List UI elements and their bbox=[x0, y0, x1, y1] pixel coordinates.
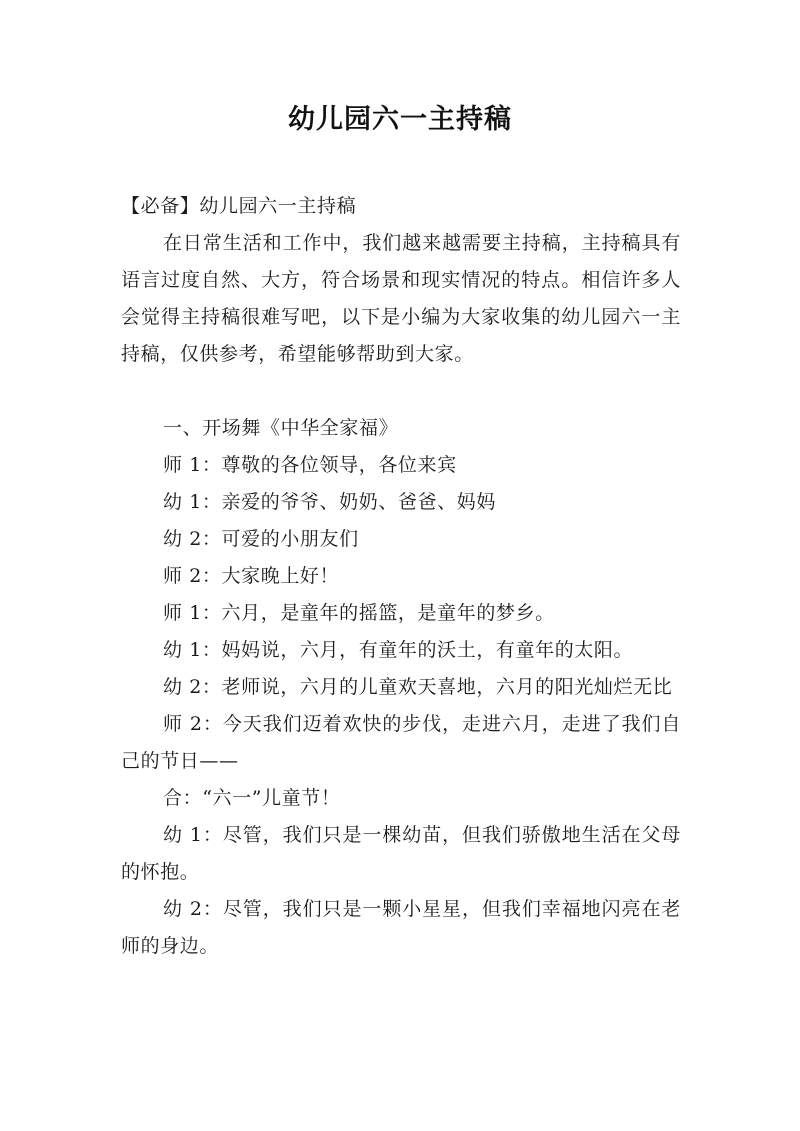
script-line: 幼 2：可爱的小朋友们 bbox=[163, 528, 359, 550]
script-line: 幼 1：尽管，我们只是一棵幼苗，但我们骄傲地生活在父母的怀抱。 bbox=[121, 824, 681, 883]
script-line: 幼 1：亲爱的爷爷、奶奶、爸爸、妈妈 bbox=[163, 491, 496, 513]
intro-paragraph: 在日常生活和工作中，我们越来越需要主持稿，主持稿具有语言过度自然、大方，符合场景和现实情况的特点。相信许多人会觉得主持稿很难写吧，以下是小编为大家收集的幼儿园六一主持稿，仅供参考，希望能够帮助到大家。 bbox=[121, 232, 681, 365]
script-line: 师 1：六月，是童年的摇篮，是童年的梦乡。 bbox=[163, 602, 555, 624]
paragraph-spacer bbox=[121, 373, 681, 410]
document-subtitle: 【必备】幼儿园六一主持稿 bbox=[121, 195, 357, 217]
document-body bbox=[121, 188, 681, 965]
section-heading: 一、开场舞《中华全家福》 bbox=[163, 417, 399, 439]
script-line: 师 1：尊敬的各位领导，各位来宾 bbox=[163, 454, 457, 476]
script-line: 幼 2：老师说，六月的儿童欢天喜地，六月的阳光灿烂无比 bbox=[163, 676, 673, 698]
document-title: 幼儿园六一主持稿 bbox=[288, 104, 512, 135]
script-line: 师 2：大家晚上好！ bbox=[163, 565, 340, 587]
script-line: 师 2：今天我们迈着欢快的步伐，走进六月，走进了我们自己的节日—— bbox=[121, 713, 681, 772]
script-line: 幼 2：尽管，我们只是一颗小星星，但我们幸福地闪亮在老师的身边。 bbox=[121, 898, 681, 957]
script-line: 合：“六一”儿童节！ bbox=[163, 787, 341, 809]
script-line: 幼 1：妈妈说，六月，有童年的沃土，有童年的太阳。 bbox=[163, 639, 634, 661]
